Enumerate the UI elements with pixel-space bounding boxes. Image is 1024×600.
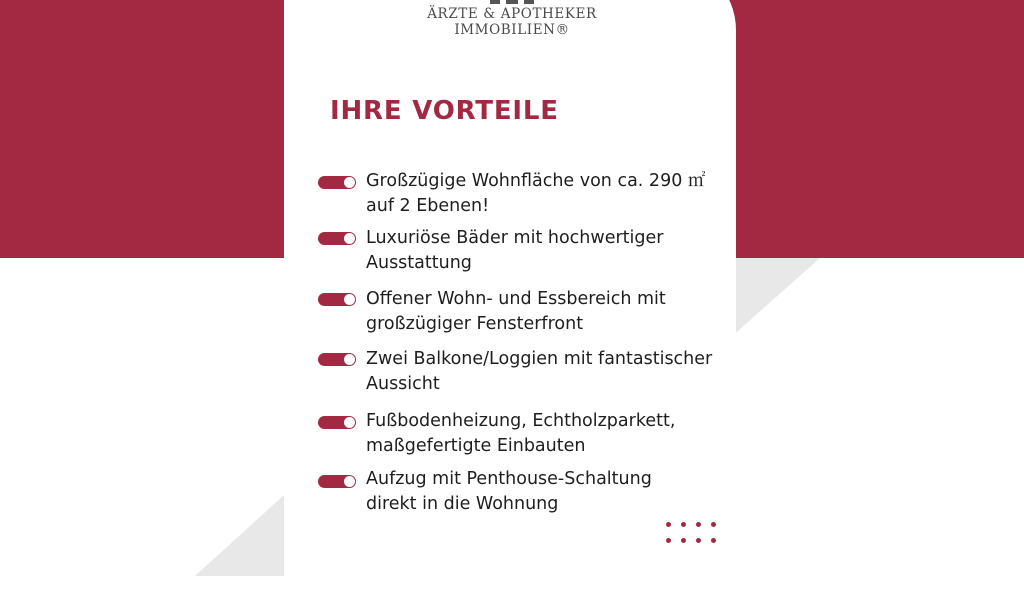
brand-name-line1: ÄRZTE & APOTHEKER	[427, 6, 597, 22]
toggle-switch-icon	[318, 176, 356, 189]
toggle-switch-icon	[318, 353, 356, 366]
dot-grid-icon	[664, 520, 724, 548]
benefit-text: Fußbodenheizung, Echtholzparkett, maßgefertigte Einbauten	[366, 411, 676, 456]
logo-building-icon	[488, 0, 536, 4]
benefit-text: Luxuriöse Bäder mit hochwertiger Ausstattung	[366, 228, 664, 273]
toggle-switch-icon	[318, 416, 356, 429]
toggle-switch-icon	[318, 232, 356, 245]
decorative-triangle	[195, 485, 295, 576]
dot-grid-icon	[300, 0, 370, 4]
brand-name-line2: IMMOBILIEN®	[454, 22, 570, 38]
benefit-text: Zwei Balkone/Loggien mit fantastischer Aussicht	[366, 349, 713, 394]
benefit-text: Aufzug mit Penthouse-Schaltung direkt in die Wohnung	[366, 469, 652, 514]
benefit-text: Großzügige Wohnfläche von ca. 290 ㎡ auf 2 Ebenen!	[366, 171, 706, 216]
decorative-triangle	[730, 258, 820, 338]
brand-logo	[412, 6, 612, 38]
toggle-switch-icon	[318, 293, 356, 306]
page-title: IHRE VORTEILE	[330, 96, 559, 126]
toggle-switch-icon	[318, 475, 356, 488]
benefit-text: Offener Wohn- und Essbereich mit großzügiger Fensterfront	[366, 289, 666, 334]
